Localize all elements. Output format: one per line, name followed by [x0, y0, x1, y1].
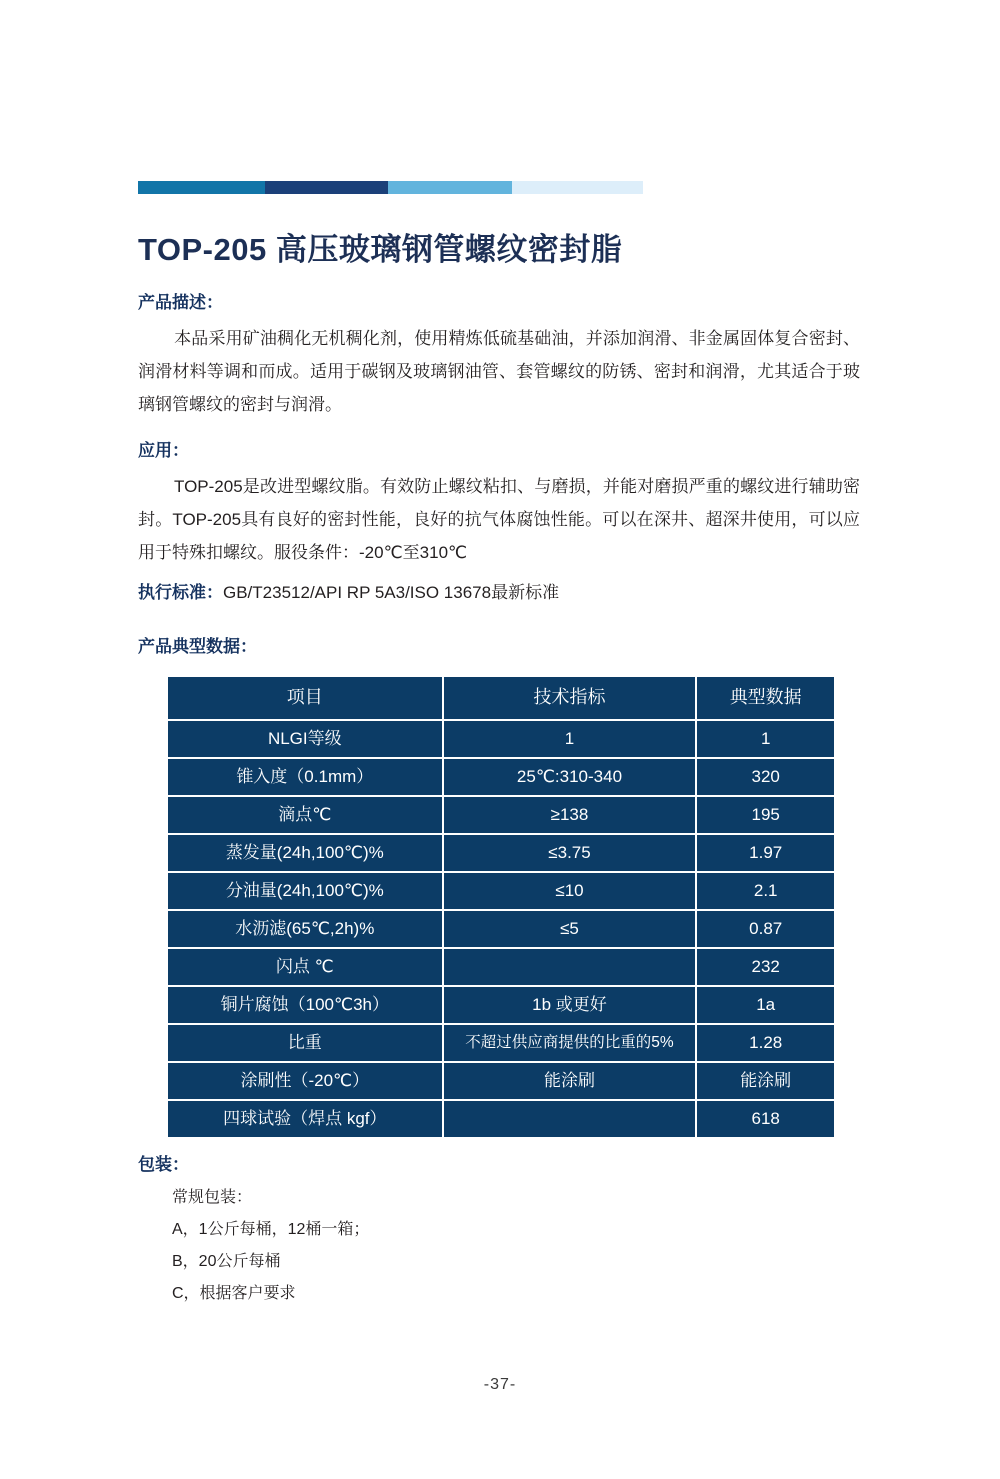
section-heading-packaging: 包装：	[138, 1155, 189, 1174]
description-paragraph	[138, 322, 860, 421]
cell-spec: ≤3.75	[444, 835, 698, 873]
packaging-line: B，20公斤每桶	[172, 1253, 281, 1270]
cell-spec: 1	[444, 721, 698, 759]
cell-item: 滴点℃	[168, 797, 444, 835]
section-heading-standard	[138, 578, 559, 603]
cell-typical: 232	[697, 949, 834, 987]
cell-spec: ≤10	[444, 873, 698, 911]
section-heading-description: 产品描述：	[138, 293, 223, 312]
cell-spec: 25℃:310-340	[444, 759, 698, 797]
packaging-list	[172, 1182, 369, 1310]
cell-typical: 能涂刷	[697, 1063, 834, 1101]
description-text: 本品采用矿油稠化无机稠化剂，使用精炼低硫基础油，并添加润滑、非金属固体复合密封、润滑材料等调和而成。适用于碳钢及玻璃钢油管、套管螺纹的防锈、密封和润滑，尤其适合于玻璃钢管螺纹的密封与润滑。	[138, 329, 860, 414]
table-row	[168, 797, 834, 835]
cell-typical: 2.1	[697, 873, 834, 911]
page-title: TOP-205 高压玻璃钢管螺纹密封脂	[138, 232, 623, 267]
color-bar-segment-1	[138, 181, 265, 194]
cell-typical: 1	[697, 721, 834, 759]
packaging-line: C，根据客户要求	[172, 1285, 296, 1302]
table-row	[168, 759, 834, 797]
page-number: -37-	[483, 1376, 517, 1393]
table-header-item: 项目	[168, 677, 444, 721]
table-header-row	[168, 677, 834, 721]
table-row	[168, 949, 834, 987]
table-row	[168, 911, 834, 949]
table-header-spec: 技术指标	[444, 677, 698, 721]
cell-item: 蒸发量(24h,100℃)%	[168, 835, 444, 873]
cell-item: 四球试验（焊点 kgf）	[168, 1101, 444, 1137]
table-row	[168, 1063, 834, 1101]
cell-item: 涂刷性（-20℃）	[168, 1063, 444, 1101]
cell-item: 闪点 ℃	[168, 949, 444, 987]
section-heading-application: 应用：	[138, 441, 189, 460]
table-row	[168, 873, 834, 911]
application-text: TOP-205是改进型螺纹脂。有效防止螺纹粘扣、与磨损，并能对磨损严重的螺纹进行辅助密封。TOP-205具有良好的密封性能，良好的抗气体腐蚀性能。可以在深井、超深井使用，可以应用于特殊扣螺纹。服役条件：-20℃至310℃	[138, 477, 860, 562]
cell-item: 水沥滤(65℃,2h)%	[168, 911, 444, 949]
table-row	[168, 1025, 834, 1063]
cell-typical: 1.97	[697, 835, 834, 873]
application-paragraph	[138, 470, 860, 569]
table-header-typical: 典型数据	[697, 677, 834, 721]
cell-item: 铜片腐蚀（100℃3h）	[168, 987, 444, 1025]
cell-typical: 320	[697, 759, 834, 797]
cell-spec: 能涂刷	[444, 1063, 698, 1101]
cell-spec	[444, 949, 698, 987]
cell-spec: 不超过供应商提供的比重的5%	[444, 1025, 698, 1063]
color-bar-segment-3	[388, 181, 512, 194]
cell-item: 分油量(24h,100℃)%	[168, 873, 444, 911]
standard-label: 执行标准：	[138, 583, 223, 602]
cell-typical: 618	[697, 1101, 834, 1137]
cell-typical: 1a	[697, 987, 834, 1025]
cell-spec: ≤5	[444, 911, 698, 949]
table-row	[168, 1101, 834, 1137]
table-row	[168, 835, 834, 873]
table-row	[168, 721, 834, 759]
cell-typical: 195	[697, 797, 834, 835]
cell-spec: 1b 或更好	[444, 987, 698, 1025]
standard-value: GB/T23512/API RP 5A3/ISO 13678最新标准	[223, 583, 560, 602]
cell-typical: 1.28	[697, 1025, 834, 1063]
packaging-line: 常规包装：	[172, 1189, 253, 1206]
color-bar-segment-2	[265, 181, 388, 194]
packaging-line: A，1公斤每桶，12桶一箱；	[172, 1221, 370, 1238]
cell-spec	[444, 1101, 698, 1137]
cell-item: 锥入度（0.1mm）	[168, 759, 444, 797]
color-bar-segment-4	[512, 181, 643, 194]
header-color-bar	[138, 181, 643, 194]
cell-spec: ≥138	[444, 797, 698, 835]
section-heading-typical-data: 产品典型数据：	[138, 637, 257, 656]
table-row	[168, 987, 834, 1025]
cell-item: 比重	[168, 1025, 444, 1063]
specification-table	[168, 677, 834, 1137]
cell-typical: 0.87	[697, 911, 834, 949]
cell-item: NLGI等级	[168, 721, 444, 759]
